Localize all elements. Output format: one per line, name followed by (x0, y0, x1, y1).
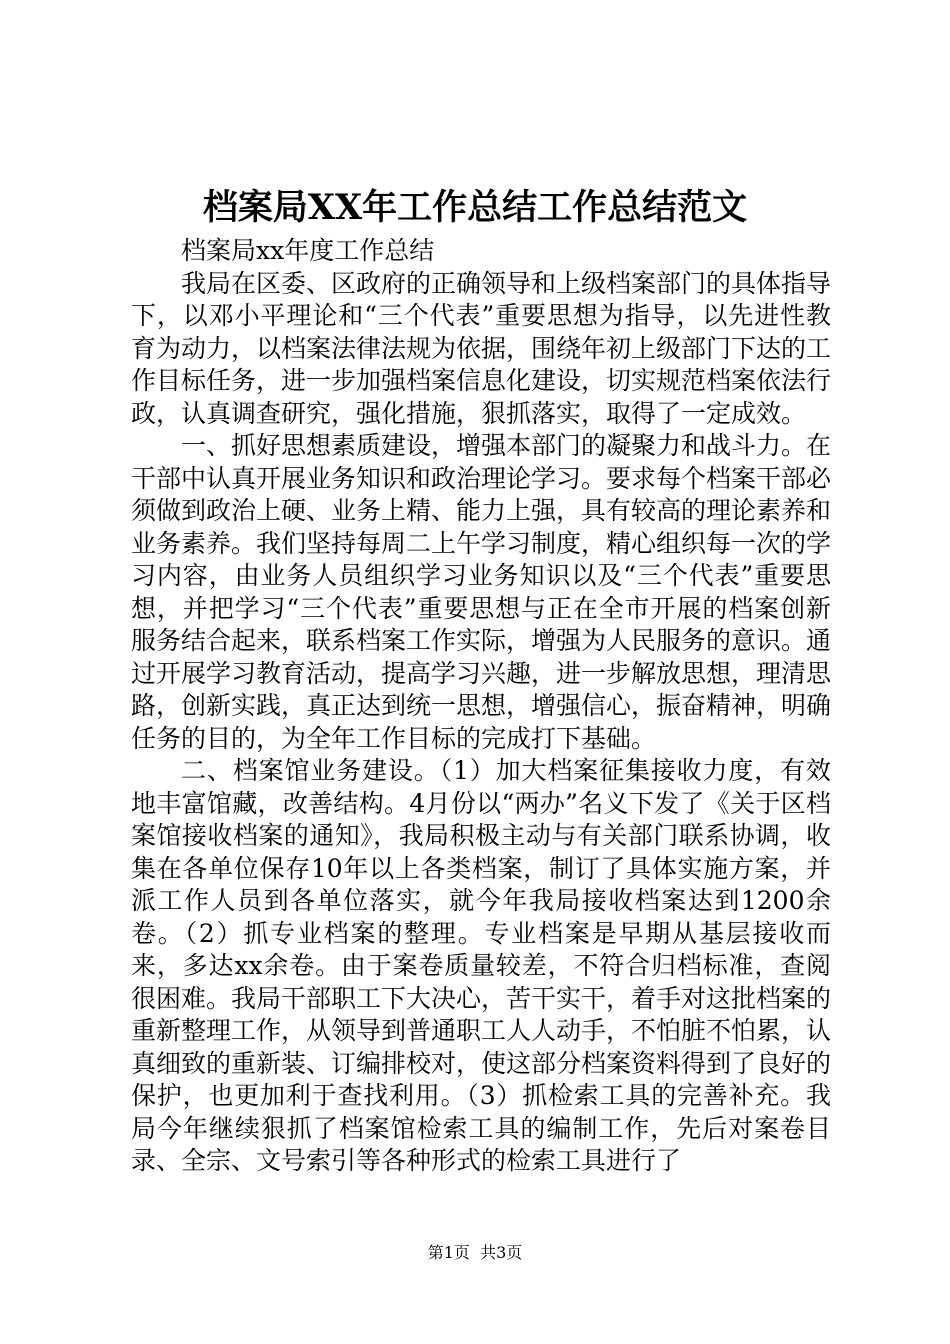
page-footer: 第1页 共3页 (427, 1243, 523, 1262)
paragraph-intro: 我局在区委、区政府的正确领导和上级档案部门的具体指导下，以邓小平理论和“三个代表”重要思想为指导，以先进性教育为动力，以档案法律法规为依据，围绕年初上级部门下达的工作目标任务，进一步加强档案信息化建设，切实规范档案依法行政，认真调查研究，强化措施，狠抓落实，取得了一定成效。 (131, 268, 832, 428)
paragraph-section-two: 二、档案馆业务建设。（1）加大档案征集接收力度，有效地丰富馆藏，改善结构。4月份以“两办”名义下发了《关于区档案馆接收档案的通知》，我局积极主动与有关部门联系协调，收集在各单位保存10年以上各类档案，制订了具体实施方案，并派工作人员到各单位落实，就今年我局接收档案达到1200余卷。（2）抓专业档案的整理。专业档案是早期从基层接收而来，多达xx余卷。由于案卷质量较差，不符合归档标准，查阅很困难。我局干部职工下大决心，苦干实干，着手对这批档案的重新整理工作，从领导到普通职工人人动手，不怕脏不怕累，认真细致的重新装、订编排校对，使这部分档案资料得到了良好的保护，也更加利于查找利用。（3）抓检索工具的完善补充。我局今年继续狠抓了档案馆检索工具的编制工作，先后对案卷目录、全宗、文号索引等各种形式的检索工具进行了 (131, 756, 832, 1175)
document-body (131, 235, 831, 1178)
document-title: 档案局XX年工作总结工作总结范文 (202, 187, 748, 228)
paragraph-subtitle: 档案局xx年度工作总结 (181, 236, 435, 265)
paragraph-section-one: 一、抓好思想素质建设，增强本部门的凝聚力和战斗力。在干部中认真开展业务知识和政治理论学习。要求每个档案干部必须做到政治上硬、业务上精、能力上强，具有较高的理论素养和业务素养。我们坚持每周二上午学习制度，精心组织每一次的学习内容，由业务人员组织学习业务知识以及“三个代表”重要思想，并把学习“三个代表”重要思想与正在全市开展的档案创新服务结合起来，联系档案工作实际，增强为人民服务的意识。通过开展学习教育活动，提高学习兴趣，进一步解放思想，理清思路，创新实践，真正达到统一思想，增强信心，振奋精神，明确任务的目的，为全年工作目标的完成打下基础。 (131, 431, 832, 753)
